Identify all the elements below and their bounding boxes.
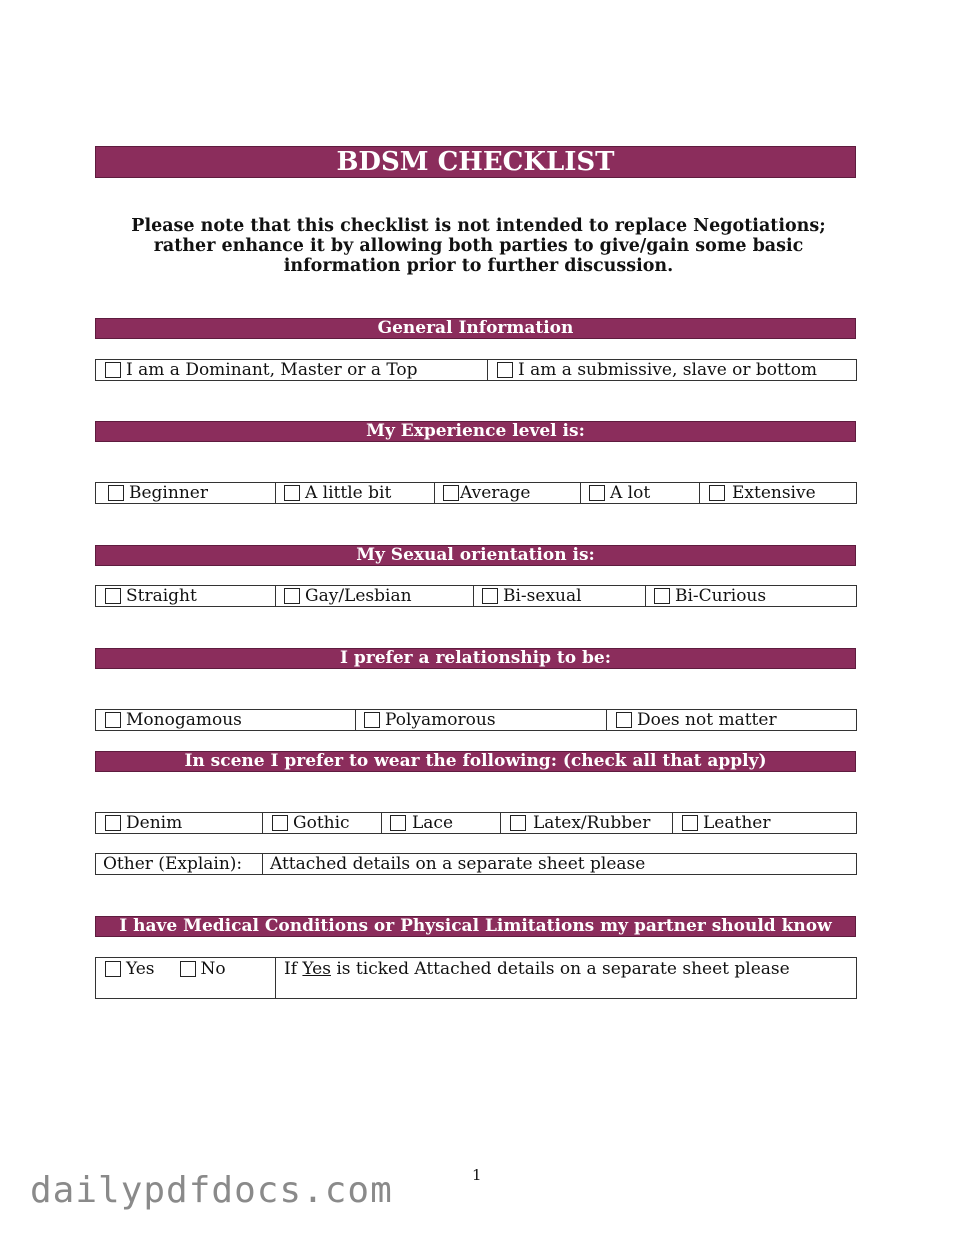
option-beginner[interactable]: Beginner	[96, 483, 276, 503]
checkbox[interactable]	[390, 815, 406, 831]
section-heading-general: General Information	[95, 318, 856, 339]
intro-text: Please note that this checklist is not intended to replace Negotiations; rather enhance it by allowing both parties to give/gain some basic information prior to further discussion.	[131, 216, 826, 276]
experience-row	[95, 482, 857, 504]
section-heading-wear: In scene I prefer to wear the following: (check all that apply)	[95, 751, 856, 772]
section-heading-relationship: I prefer a relationship to be:	[95, 648, 856, 669]
checkbox[interactable]	[284, 588, 300, 604]
checkbox[interactable]	[105, 815, 121, 831]
checkbox[interactable]	[589, 485, 605, 501]
yes-label: Yes	[126, 959, 155, 979]
checkbox[interactable]	[284, 485, 300, 501]
checkbox[interactable]	[482, 588, 498, 604]
section-heading-orientation: My Sexual orientation is:	[95, 545, 856, 566]
medical-note: If Yes is ticked Attached details on a separate sheet please	[284, 959, 790, 979]
page-number: 1	[472, 1166, 482, 1184]
option-polyamorous[interactable]: Polyamorous	[356, 710, 607, 730]
wear-row	[95, 812, 857, 834]
checkbox[interactable]	[654, 588, 670, 604]
medical-yes-no	[96, 958, 276, 998]
checkbox[interactable]	[105, 362, 121, 378]
option-a-little-bit[interactable]: A little bit	[276, 483, 435, 503]
option-leather[interactable]: Leather	[673, 813, 856, 833]
option-a-lot[interactable]: A lot	[581, 483, 700, 503]
checkbox[interactable]	[364, 712, 380, 728]
checkbox[interactable]	[105, 712, 121, 728]
option-extensive[interactable]: Extensive	[700, 483, 856, 503]
option-gay-lesbian[interactable]: Gay/Lesbian	[276, 586, 474, 606]
checkbox-no[interactable]	[180, 961, 196, 977]
other-label: Other (Explain):	[96, 854, 263, 874]
option-submissive[interactable]: I am a submissive, slave or bottom	[488, 360, 856, 380]
checkbox[interactable]	[510, 815, 526, 831]
wear-other-row	[95, 853, 857, 875]
option-average[interactable]: Average	[435, 483, 581, 503]
option-denim[interactable]: Denim	[96, 813, 263, 833]
option-monogamous[interactable]: Monogamous	[96, 710, 356, 730]
checkbox[interactable]	[497, 362, 513, 378]
other-explain-field[interactable]: Attached details on a separate sheet please	[270, 854, 646, 874]
option-bi-curious[interactable]: Bi-Curious	[646, 586, 856, 606]
checkbox[interactable]	[616, 712, 632, 728]
section-heading-medical: I have Medical Conditions or Physical Limitations my partner should know about	[95, 916, 856, 937]
checkbox-yes[interactable]	[105, 961, 121, 977]
orientation-row	[95, 585, 857, 607]
checkbox[interactable]	[105, 588, 121, 604]
option-straight[interactable]: Straight	[96, 586, 276, 606]
option-dominant[interactable]: I am a Dominant, Master or a Top	[96, 360, 488, 380]
checkbox[interactable]	[443, 485, 459, 501]
option-gothic[interactable]: Gothic	[263, 813, 382, 833]
no-label: No	[200, 959, 226, 979]
checkbox[interactable]	[682, 815, 698, 831]
general-row	[95, 359, 857, 381]
section-heading-experience: My Experience level is:	[95, 421, 856, 442]
relationship-row	[95, 709, 857, 731]
checkbox[interactable]	[108, 485, 124, 501]
page-title: BDSM CHECKLIST	[95, 146, 856, 178]
medical-row	[95, 957, 857, 999]
option-does-not-matter[interactable]: Does not matter	[607, 710, 856, 730]
option-latex-rubber[interactable]: Latex/Rubber	[501, 813, 673, 833]
watermark: dailypdfdocs.com	[30, 1170, 393, 1211]
checkbox[interactable]	[709, 485, 725, 501]
option-bi-sexual[interactable]: Bi-sexual	[474, 586, 646, 606]
checkbox[interactable]	[272, 815, 288, 831]
option-lace[interactable]: Lace	[382, 813, 501, 833]
